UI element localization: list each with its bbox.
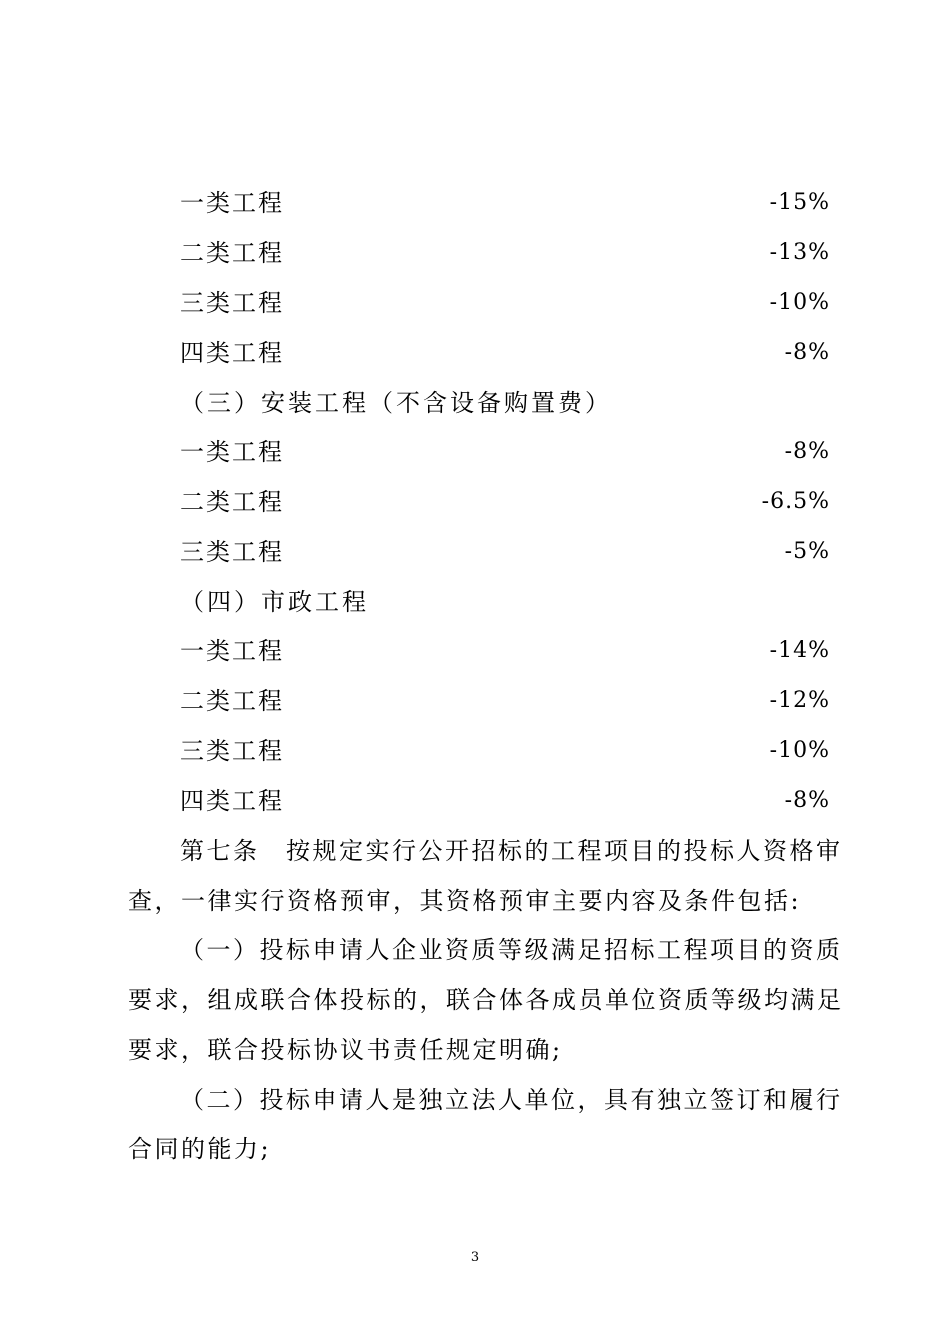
item-label: 三类工程	[180, 737, 284, 765]
paragraph-line: 要求，组成联合体投标的，联合体各成员单位资质等级均满足	[128, 986, 844, 1014]
item-value: -8%	[784, 788, 830, 813]
item-label: 三类工程	[180, 289, 284, 317]
list-item	[180, 634, 830, 668]
list-item	[180, 336, 830, 370]
list-item	[180, 186, 830, 220]
item-label: 二类工程	[180, 687, 284, 715]
item-label: 四类工程	[180, 339, 284, 367]
item-label: 三类工程	[180, 538, 284, 566]
paragraph-line: 要求，联合投标协议书责任规定明确;	[128, 1036, 563, 1064]
item-label: 二类工程	[180, 488, 284, 516]
item-value: -12%	[769, 688, 830, 713]
item-value: -10%	[769, 738, 830, 763]
item-value: -6.5%	[761, 489, 830, 514]
list-item	[180, 684, 830, 718]
item-value: -8%	[784, 340, 830, 365]
paragraph-line: （二）投标申请人是独立法人单位，具有独立签订和履行	[180, 1086, 843, 1114]
list-item	[180, 236, 830, 270]
item-value: -10%	[769, 290, 830, 315]
item-label: 一类工程	[180, 189, 284, 217]
paragraph-line: 合同的能力;	[128, 1135, 272, 1163]
item-value: -13%	[769, 240, 830, 265]
item-value: -15%	[769, 190, 830, 215]
item-label: 一类工程	[180, 438, 284, 466]
list-item	[180, 435, 830, 469]
section-heading: （三）安装工程（不含设备购置费）	[180, 389, 612, 417]
paragraph-line: （一）投标申请人企业资质等级满足招标工程项目的资质	[180, 936, 843, 964]
paragraph-line: 第七条 按规定实行公开招标的工程项目的投标人资格审	[180, 837, 843, 865]
list-item	[180, 485, 830, 519]
item-value: -8%	[784, 439, 830, 464]
item-value: -14%	[769, 638, 830, 663]
list-item	[180, 286, 830, 320]
item-label: 四类工程	[180, 787, 284, 815]
paragraph-line: 查，一律实行资格预审，其资格预审主要内容及条件包括:	[128, 887, 802, 915]
page-number: 3	[470, 1250, 480, 1265]
list-item	[180, 784, 830, 818]
section-heading: （四）市政工程	[180, 588, 369, 616]
list-item	[180, 734, 830, 768]
item-value: -5%	[784, 539, 830, 564]
list-item	[180, 535, 830, 569]
item-label: 二类工程	[180, 239, 284, 267]
item-label: 一类工程	[180, 637, 284, 665]
